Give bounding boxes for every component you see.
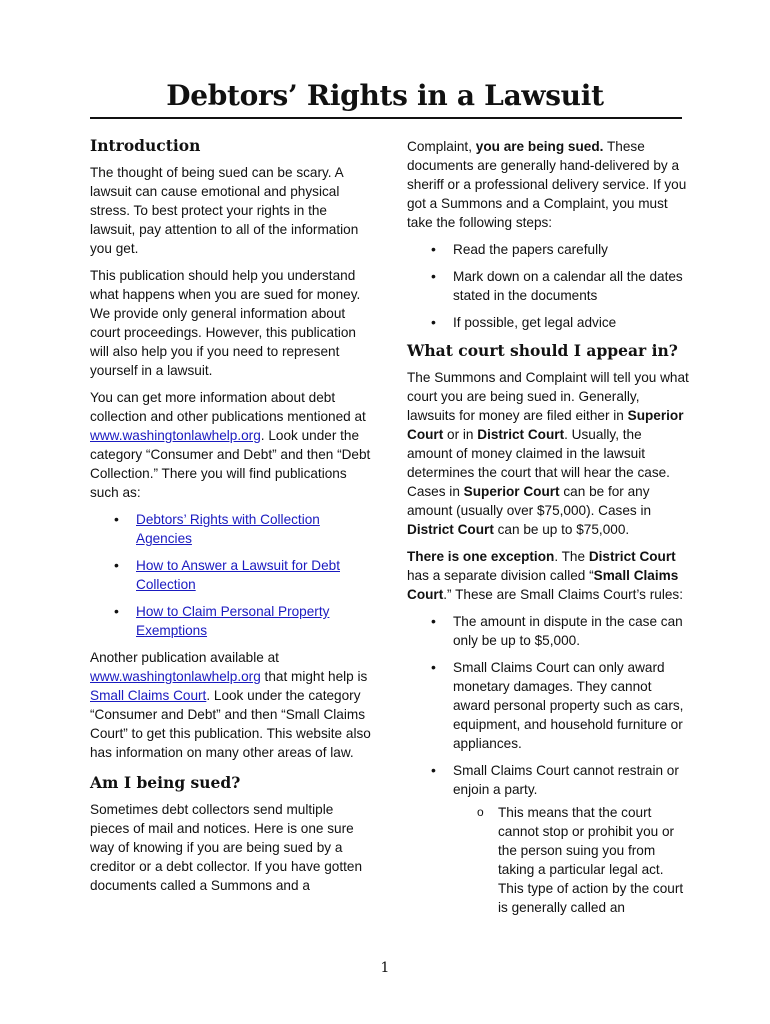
sued-paragraph-continued: Complaint, you are being sued. These documents are generally hand-delivered by a sheriff or a professional delivery service. If you got a Summons and a Complaint, you must take the following steps: <box>407 139 687 230</box>
steps-list <box>407 240 689 332</box>
list-item: • Small Claims Court can only award monetary damages. They cannot award personal property such as cars, equipment, and household furniture or appliances. <box>407 658 689 753</box>
intro-paragraph-3: You can get more information about debt collection and other publications mentioned at www.washingtonlawhelp.org. Look under the category “Consumer and Debt” and then “Debt Collection.” There you will find publications such as: <box>90 390 371 500</box>
list-item <box>90 556 372 594</box>
list-item <box>90 602 372 640</box>
link-claim-property-exemptions[interactable]: How to Claim Personal Property Exemptions <box>136 604 330 638</box>
link-debtors-rights-collection-agencies[interactable]: Debtors’ Rights with Collection Agencies <box>136 512 320 546</box>
washingtonlawhelp-link[interactable]: www.washingtonlawhelp.org <box>90 428 261 443</box>
list-item: • If possible, get legal advice <box>407 313 689 332</box>
link-how-to-answer-lawsuit[interactable]: How to Answer a Lawsuit for Debt Collection <box>136 558 340 592</box>
document-title: Debtors’ Rights in a Lawsuit <box>166 79 604 112</box>
list-item <box>90 510 372 548</box>
right-column <box>407 137 689 925</box>
heading-what-court: What court should I appear in? <box>407 341 678 360</box>
intro-paragraph-4: Another publication available at www.washingtonlawhelp.org that might help is Small Claims Court. Look under the category “Consumer and Debt” and then “Small Claims Court” to get this publication. This website also has information on many other areas of law. <box>90 650 371 760</box>
sub-list-item: o This means that the court cannot stop or prohibit you or the person suing you from taking a particular legal act. This type of action by the court is generally called an <box>453 803 689 917</box>
list-item: • Small Claims Court cannot restrain or enjoin a party. o This means that the court cannot stop or prohibit you or the person suing you from taking a particular legal act. This type of action by the court is generally called an <box>407 761 689 917</box>
court-paragraph-1: The Summons and Complaint will tell you what court you are being sued in. Generally, lawsuits for money are filed either in Superior Court or in District Court. Usually, the amount of money claimed in the lawsuit determines the court that will hear the case. Cases in Superior Court can be for any amount (usually over $75,000). Cases in District Court can be up to $75,000. <box>407 370 689 537</box>
list-item: • Mark down on a calendar all the dates stated in the documents <box>407 267 689 305</box>
heading-am-i-being-sued: Am I being sued? <box>90 773 241 792</box>
washingtonlawhelp-link-2[interactable]: www.washingtonlawhelp.org <box>90 669 261 684</box>
publication-list <box>90 510 372 640</box>
page-number: 1 <box>380 960 390 976</box>
sued-paragraph-1: Sometimes debt collectors send multiple pieces of mail and notices. Here is one sure way of knowing if you are being sued by a creditor or a debt collector. If you have gotten documents called a Summons and a <box>90 802 363 893</box>
intro-paragraph-2: This publication should help you understand what happens when you are sued for money. We provide only general information about court proceedings. However, this publication will also help you if you need to represent yourself in a lawsuit. <box>90 268 361 378</box>
list-item: • The amount in dispute in the case can only be up to $5,000. <box>407 612 689 650</box>
title-rule <box>90 117 682 119</box>
small-claims-rules-list <box>407 612 689 917</box>
left-column <box>90 135 372 903</box>
sub-list <box>453 803 689 917</box>
list-item: • Read the papers carefully <box>407 240 689 259</box>
heading-introduction: Introduction <box>90 136 201 155</box>
court-paragraph-2: There is one exception. The District Court has a separate division called “Small Claims Court.” These are Small Claims Court’s rules: <box>407 549 683 602</box>
intro-paragraph-1: The thought of being sued can be scary. A lawsuit can cause emotional and physical stress. To best protect your rights in the lawsuit, pay attention to all of the information you get. <box>90 165 359 256</box>
small-claims-court-link[interactable]: Small Claims Court <box>90 688 207 703</box>
